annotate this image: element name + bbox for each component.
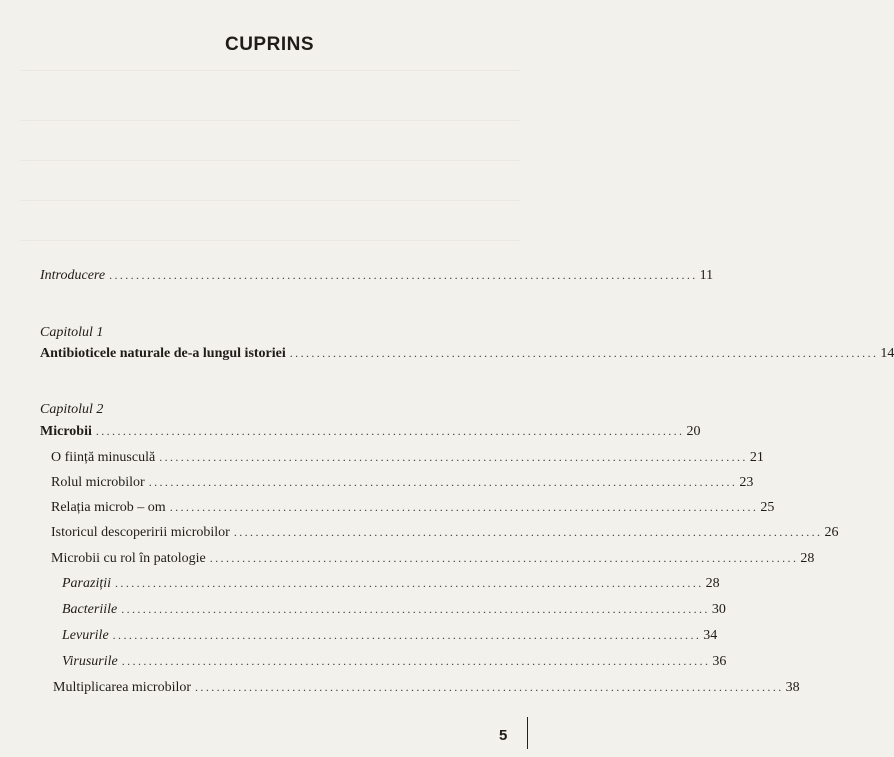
bleed-through-line xyxy=(20,160,520,161)
bleed-through-line xyxy=(20,70,520,71)
toc-entry-page: 21 xyxy=(749,450,764,465)
toc-entry-label: Microbii xyxy=(40,424,92,439)
toc-entry-page: 25 xyxy=(760,500,775,515)
toc-entry-page: 34 xyxy=(703,628,718,643)
toc-entry-rolul-microbilor[interactable] xyxy=(51,475,754,491)
page-title: CUPRINS xyxy=(224,34,314,55)
toc-entry-page: 30 xyxy=(711,602,726,617)
dot-leader: ............................................................................................................. xyxy=(148,475,738,489)
toc-entry-label: Antibioticele naturale de-a lungul istoriei xyxy=(40,346,286,361)
toc-entry-multiplicarea[interactable] xyxy=(53,680,800,696)
toc-entry-page: 36 xyxy=(712,654,727,669)
toc-entry-introducere[interactable] xyxy=(40,268,714,284)
bleed-through-line xyxy=(20,120,520,121)
toc-entry-label: Multiplicarea microbilor xyxy=(53,680,192,695)
chapter-heading: Capitolul 2 xyxy=(40,402,104,417)
dot-leader: ............................................................................................................. xyxy=(289,346,879,360)
bleed-through-line xyxy=(20,240,520,241)
toc-entry-microbii[interactable] xyxy=(40,424,701,440)
toc-entry-label: Virusurile xyxy=(62,654,118,669)
toc-entry-virusurile[interactable] xyxy=(62,654,727,670)
dot-leader: ............................................................................................................. xyxy=(112,628,702,642)
chapter-heading: Capitolul 1 xyxy=(40,325,104,340)
toc-entry-page: 23 xyxy=(739,475,754,490)
toc-entry-bacteriile[interactable] xyxy=(62,602,726,618)
toc-entry-page: 38 xyxy=(785,680,800,695)
toc-entry-istoricul-descoperirii[interactable] xyxy=(51,525,839,541)
toc-entry-chapter-1[interactable] xyxy=(40,346,894,362)
toc-entry-label: Paraziții xyxy=(62,576,112,591)
toc-entry-label: Bacteriile xyxy=(62,602,118,617)
dot-leader: ............................................................................................................. xyxy=(195,680,784,694)
toc-entry-label: Microbii cu rol în patologie xyxy=(51,551,206,566)
toc-entry-page: 26 xyxy=(824,525,839,540)
toc-entry-microbii-patologie[interactable] xyxy=(51,551,815,567)
page-number: 5 xyxy=(499,727,508,744)
dot-leader: ............................................................................................................. xyxy=(233,525,823,539)
toc-entry-label: Rolul microbilor xyxy=(51,475,145,490)
bleed-through-line xyxy=(20,200,520,201)
dot-leader: ............................................................................................................. xyxy=(159,450,748,464)
toc-entry-page: 14 xyxy=(880,346,894,361)
toc-entry-page: 20 xyxy=(686,424,701,439)
dot-leader: ............................................................................................................. xyxy=(121,654,711,668)
dot-leader: ............................................................................................................. xyxy=(115,576,704,590)
toc-entry-label: Istoricul descoperirii microbilor xyxy=(51,525,230,540)
toc-entry-page: 28 xyxy=(800,551,815,566)
toc-entry-label: Levurile xyxy=(62,628,109,643)
toc-entry-relatia-microb-om[interactable] xyxy=(51,500,775,516)
toc-entry-page: 11 xyxy=(699,268,714,283)
toc-entry-parazitii[interactable] xyxy=(62,576,720,592)
dot-leader: ............................................................................................................. xyxy=(95,424,685,438)
dot-leader: ............................................................................................................. xyxy=(109,268,698,282)
dot-leader: ............................................................................................................. xyxy=(209,551,799,565)
toc-entry-label: Introducere xyxy=(40,268,106,283)
toc-entry-label: Relația microb – om xyxy=(51,500,166,515)
dot-leader: ............................................................................................................. xyxy=(169,500,759,514)
toc-entry-levurile[interactable] xyxy=(62,628,718,644)
toc-entry-label: O ființă minusculă xyxy=(51,450,156,465)
toc-entry-o-fiinta-minuscula[interactable] xyxy=(51,450,764,466)
toc-entry-page: 28 xyxy=(705,576,720,591)
page-number-rule xyxy=(527,717,528,749)
dot-leader: ............................................................................................................. xyxy=(121,602,710,616)
